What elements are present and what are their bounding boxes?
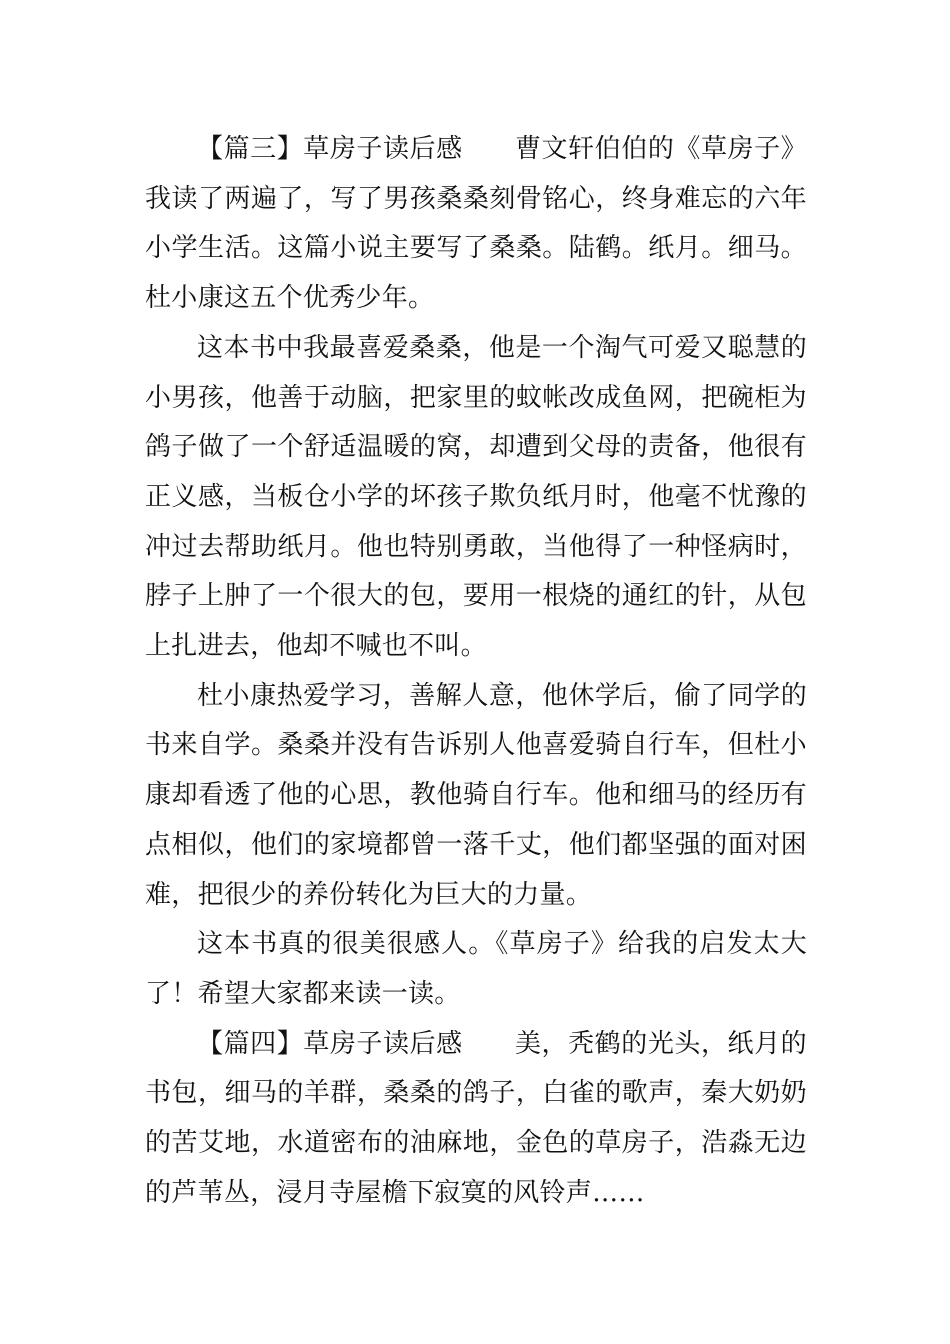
paragraph-text: 杜小康热爱学习，善解人意，他休学后，偷了同学的书来自学。桑桑并没有告诉别人他喜爱骑自行车，但杜小康却看透了他的心思，教他骑自行车。他和细马的经历有点相似，他们的家境都曾一落千丈，他们都坚强的面对困难，把很少的养份转化为巨大的力量。 (145, 680, 807, 910)
section-heading-3: 【篇三】草房子读后感 (197, 134, 463, 164)
paragraph-text: 曹文轩伯伯的《草房子》我读了两遍了，写了男孩桑桑刻骨铭心，终身难忘的六年小学生活。这篇小说主要写了桑桑。陆鹤。纸月。细马。杜小康这五个优秀少年。 (145, 134, 807, 314)
paragraph-text: 这本书真的很美很感人。《草房子》给我的启发太大了！希望大家都来读一读。 (145, 929, 807, 1009)
document-page (145, 125, 807, 1218)
paragraph-text: 这本书中我最喜爱桑桑，他是一个淘气可爱又聪慧的小男孩，他善于动脑，把家里的蚊帐改成鱼网，把碗柜为鸽子做了一个舒适温暖的窝，却遭到父母的责备，他很有正义感，当板仓小学的坏孩子欺负纸月时，他毫不忧豫的冲过去帮助纸月。他也特别勇敢，当他得了一种怪病时，脖子上肿了一个很大的包，要用一根烧的通红的针，从包上扎进去，他却不喊也不叫。 (145, 332, 807, 662)
paragraph-1 (145, 125, 807, 324)
paragraph-2 (145, 324, 807, 672)
paragraph-5 (145, 1020, 807, 1219)
paragraph-text: 美，秃鹤的光头，纸月的书包，细马的羊群，桑桑的鸽子，白雀的歌声，秦大奶奶的苦艾地，水道密布的油麻地，金色的草房子，浩淼无边的芦苇丛，浸月寺屋檐下寂寞的风铃声…… (145, 1028, 807, 1208)
section-heading-4: 【篇四】草房子读后感 (197, 1028, 463, 1059)
paragraph-3 (145, 672, 807, 921)
paragraph-4 (145, 920, 807, 1019)
